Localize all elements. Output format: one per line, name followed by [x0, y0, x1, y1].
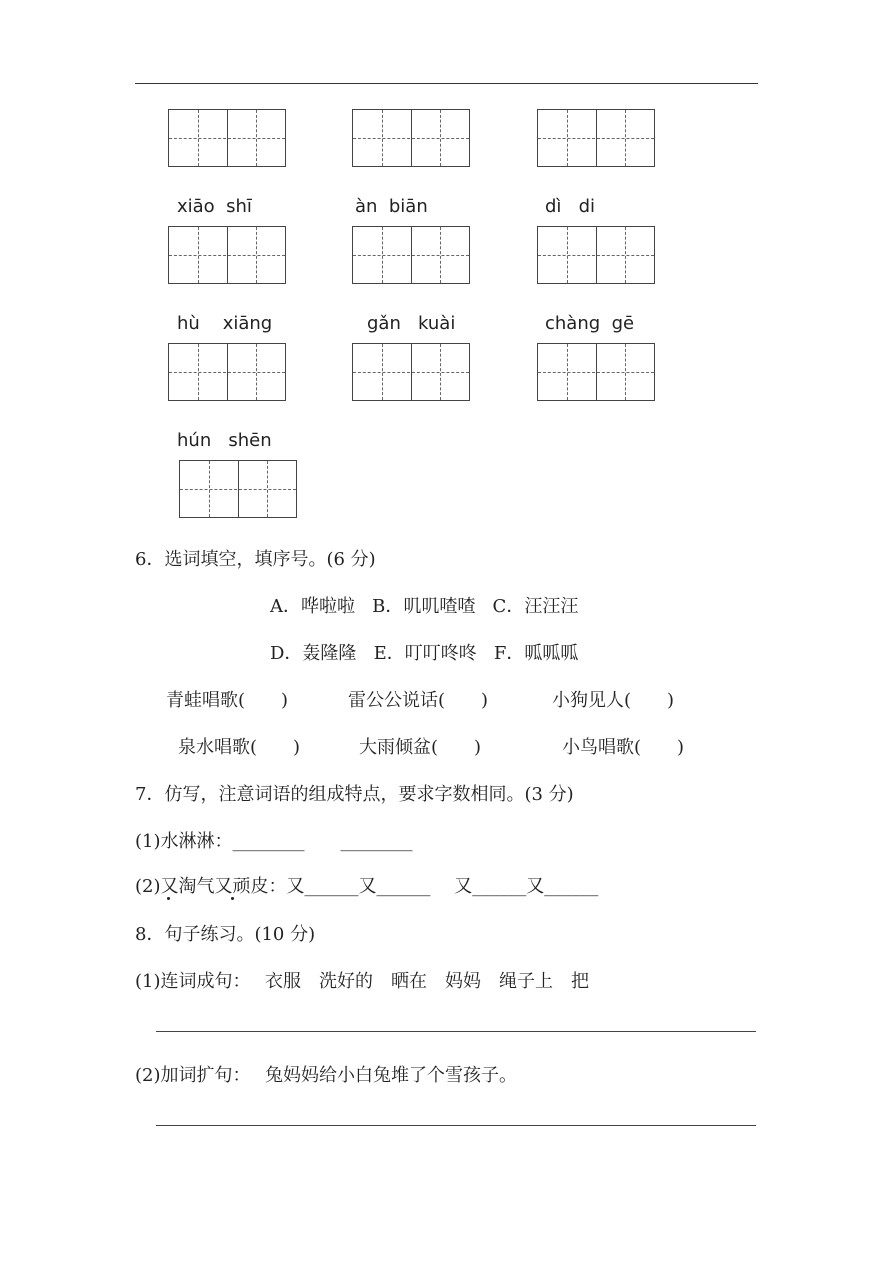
pinyin-label: hún shēn — [177, 430, 272, 451]
writing-grid[interactable] — [537, 109, 655, 167]
emphasis-dot — [231, 897, 234, 900]
top-rule — [135, 83, 758, 84]
q6-options-row1: A．哗啦啦 B．叽叽喳喳 C．汪汪汪 — [270, 596, 579, 617]
pinyin-label: gǎn kuài — [367, 313, 456, 334]
q7-title: 7．仿写，注意词语的组成特点，要求字数相同。(3 分) — [135, 784, 574, 805]
writing-grid[interactable] — [168, 343, 286, 401]
q6-item[interactable]: 泉水唱歌( ) — [178, 737, 301, 758]
writing-grid[interactable] — [537, 226, 655, 284]
answer-line[interactable] — [156, 1125, 756, 1126]
pinyin-label: chàng gē — [545, 313, 635, 334]
q7-line1[interactable]: (1)水淋淋：________ ________ — [135, 831, 413, 852]
pinyin-label: àn biān — [355, 196, 428, 217]
q8-line2-label: (2)加词扩句： — [135, 1065, 251, 1086]
q6-item[interactable]: 大雨倾盆( ) — [359, 737, 482, 758]
writing-grid[interactable] — [352, 226, 470, 284]
q8-line1-label: (1)连词成句： — [135, 971, 251, 992]
pinyin-label: hù xiāng — [177, 313, 273, 334]
q6-item[interactable]: 小狗见人( ) — [552, 690, 675, 711]
q8-line1-words: 衣服 洗好的 晒在 妈妈 绳子上 把 — [265, 971, 589, 992]
q6-item[interactable]: 雷公公说话( ) — [348, 690, 489, 711]
answer-line[interactable] — [156, 1031, 756, 1032]
writing-grid[interactable] — [179, 460, 297, 518]
writing-grid[interactable] — [352, 109, 470, 167]
q6-item[interactable]: 小鸟唱歌( ) — [562, 737, 685, 758]
writing-grid[interactable] — [537, 343, 655, 401]
q7-line2[interactable]: (2)又淘气又顽皮：又______又______ 又______又______ — [135, 876, 599, 897]
q6-options-row2: D．轰隆隆 E．叮叮咚咚 F．呱呱呱 — [270, 643, 579, 664]
writing-grid[interactable] — [168, 226, 286, 284]
q6-item[interactable]: 青蛙唱歌( ) — [166, 690, 289, 711]
q6-title: 6．选词填空，填序号。(6 分) — [135, 549, 376, 570]
q8-title: 8．句子练习。(10 分) — [135, 924, 316, 945]
pinyin-label: xiāo shī — [177, 196, 252, 217]
emphasis-dot — [167, 897, 170, 900]
q8-line2-sentence: 兔妈妈给小白兔堆了个雪孩子。 — [265, 1065, 517, 1086]
writing-grid[interactable] — [168, 109, 286, 167]
writing-grid[interactable] — [352, 343, 470, 401]
pinyin-label: dì di — [545, 196, 596, 217]
